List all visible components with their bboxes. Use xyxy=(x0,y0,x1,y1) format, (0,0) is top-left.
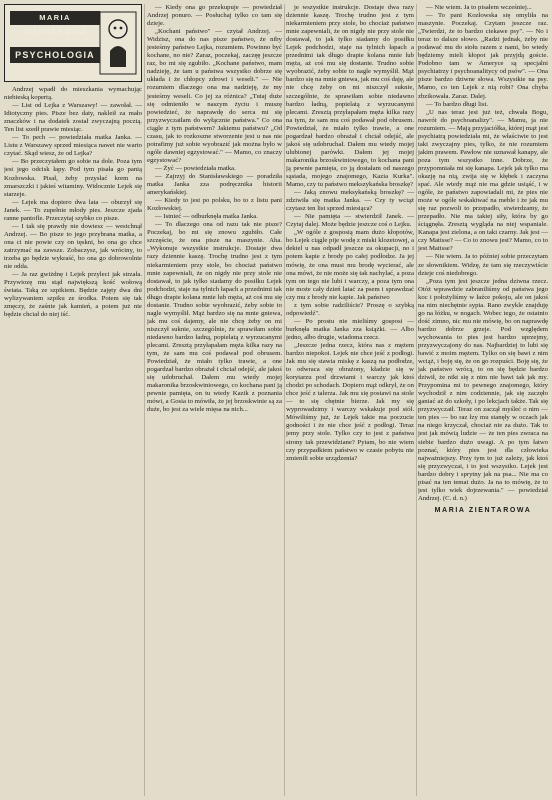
paragraph: — To bardzo długi list. xyxy=(426,100,489,108)
paragraph: „Jeszcze jedna rzecz, która nas z mężem bardzo niepokoi. Lejek nie chce jeść z podłogi. Jak mu się stawia miskę z kaszą na podłodze, to odwraca się obrażony, kładzie się w korytarzu pod drzwiami i warczy jak ktoś chodzi po schodach. Dopiero mąż odkrył, że on chce jeść z talerza. Jak mu się postawi na stole — to się chętnie bierze. Jak my się wyprowadzimy i warczy wskakuje pod stół. Mówiliśmy już, że Lejek takie ma poczucie godności i że nie chce jeść z podłogi. Teraz jemy przy stole. Tylko czy to jest z państwa strony tak przewidziane? Pytam, bo nie wiem czy przypadkiem państwo w czasie pobytu nie zmienili sobie urządzenia? xyxy=(286,341,414,462)
paragraph: „Poza tym jest jeszcze jedna dziwna rzecz. Otóż wprawdzie zabraniliśmy od państwa jego koc i położyliśmy w łaźce pokoju, ale on jakoś na nim niechętnie sypia. Rano zwykle znajduję go na łóżku, w nogach. Wobec tego, że ostatnio dość zimno, nic mu nie mówię, bo on naprawdę bardzo dobrze grzeje. Pod względem wychowania to pies jest bardzo uprzejmy, przyzwyczajony do nas. Najbardziej to lubi się bawić z moim mężem. Tylko on się bawi z nim wciąż, i boję się, że on go rozpuści. Boję się, że jak państwo wrócą, to on się będzie bardzo dziwił, że nikt się z nim nie bawi tak jak my. Przypomina mi to pewnego znajomego, który wychodził z nim codziennie, jak się zaczęło ganiać aż do szkoły, i po lekcjach także. Tak się przyzwyczaił. Teraz on zaczął myśleć o nim — ten pies — bo raz łzy mu stanęły w oczach jak na niego krzyczał, chociaż nie za dużo. Tak to jest jak mówią ludzie — że ten pies zwraca na siebie bardzo dużo uwagi. A po tym łatwo poznać, który pies jest dla człowieka najważniejszy. Przy tym to już zależy, jak ktoś się przyzwyczai, i to jest wszystko. Lejek jest bardzo dobry i sprytny jak na psa... Nie ma co pisać na ten temat dużo. Ja na to mówię, że to jest tylko wiek dojrzewania." — powiedział Andrzej. (C. d. n.) xyxy=(418,277,548,502)
paragraph: — Ja raz gwiżdnę i Lejek przyleci jak strzała. Przywiozę mu stąd największą kość wołową świata. Taką ze szpikiem. Będzie zajęty dwa dni wylizywaniem szpiku ze środka. Potem się tak zmęczy, że zaśnie jak kamień, a potem już nie będzie chciał do niej iść. xyxy=(4,271,142,319)
paragraph: „U nas teraz jest już też, chwała Bogu, nawrót do psychoanalizy". — Mamu, ja nie rozumiem. — Mają przyjaciółka, której mąż jest psychiatrą powiedziała mi, że właściwie to jest taki zwyczajny pies, tylko, że nie rozumiem jakim prawem. Pawłow nie uznawał kanapy, ale poza tym wszystko inne. Dobrze, że przypomniała mi się kanapa. Lejek jak tylko ma okazję na nią, zwija się w kłębek i zaczyna spać. Ale wtedy mąż nie ma gdzie usiąść, i w ogóle, że państwo zapowiadali mi, że pies nie może w ogóle wskakiwać na meble i że jak mu się raz pozwoli to przepadło, stwierdzamy, że przepadło. Nie ma takiej siły, która by go ściągnęła. Zresztą wygląda na niej wspaniale. Kanapa jest zielona, a on taki czarny. Jak jest — czy Matisse? — Co to znowu jest? Mamo, co to jest Matisse? xyxy=(418,108,548,253)
text-column-1 xyxy=(4,86,142,796)
text-column-4 xyxy=(418,4,548,796)
paragraph: — Kiedy ona go przekupuje — powiedział Andrzej ponuro. — Posłuchaj tylko co tam się dzieje. xyxy=(147,4,282,28)
paragraph: — To pech — powiedziała matka Janka. — Listu z Warszawy sprzed miesiąca nawet nie warto czytać. Skąd wiesz, że od Lejka? xyxy=(4,134,142,158)
column-header xyxy=(4,4,142,82)
paragraph: Andrzej wpadł do mieszkania wymachując niebieską kopertą. xyxy=(4,86,142,102)
paragraph: — I tak się prawdy nie dowiesz — westchnął Andrzej. — Bo pisze to jego przybrana matka, a ona ci nie powie czy on tęskni, bo ona go chce zatrzymać na zawsze. Zobaczysz, jak wróciny, to trzeba go będzie wykraść, bo ona go dobrowolnie nie odda. xyxy=(4,222,142,271)
paragraph: — Istnieć — odburknęła matka Janka. xyxy=(155,213,258,221)
paragraph: — Po prostu nie mieliśmy gosposi — burknęła matka Janka zza książki. — Albo jedno, albo drugie, wiadoma rzecz. xyxy=(286,317,414,341)
author-signature: MARIA ZIENTAROWA xyxy=(434,506,532,514)
text-column-3 xyxy=(286,4,414,796)
paragraph: „Kochani państwo" — czytał Andrzej. — Widzisz, ona do nas pisze państwo, że niby jesteśmy państwo Lejka, rozumiem. Powinno być kochane, no nie? Zaraz, poczekaj, zaczęę jeszcze raz, bo mi się zgubiło. „Kochane państwo, mam nadzieję, że tam u państwa wszystko dobrze się układa i że chłopcy zdrowi i weseli." — Nie rozumiem dlaczego ona ma nadzieję, że my jesteśmy weseli. Co jej za różnica? „Tutaj duże się odmieniło w naszym życiu i muszę powiedzieć, że naprawdę do serca mi się przyzwyczaiłam do wyłącznie państwa." Co ona ciągle z tym państwem? Jakiemu państwu? „Od czasu, jak to rozkoszne stworzenie jest u nas nie potrafimy już sobie wyobrazić jak można było w ogóle dawniej egzystować." — Mamo, co znaczy egzystować? xyxy=(147,28,282,164)
paragraph: z tym sobie radziliście? Proszę o szybką odpowiedź". xyxy=(286,301,414,317)
rubric-title: PSYCHOLOGIA xyxy=(10,47,100,63)
paragraph: — Zajrzyj do Stanisławskiego — poradziła matka Janka zza podręcznika historii amerykańskiej. xyxy=(147,172,282,197)
column-divider xyxy=(284,4,285,796)
paragraph: — Jaką znowu meksykańską broszkę? — zdziwiła się matka Janka. — Czy ty wciąż czytasz ten list sprzed miesiąca? xyxy=(286,189,414,213)
paragraph: „W ogóle z gosposią mam dużo kłopotów, bo Lejek ciągle pije wodę z miski klozetowej, a dekiel u nas odpadł jeszcze za okupacji, no i potem kapie z brody po całej podłodze. Ja jej mówię, że ona musi mu brodę wycierać, ale ona mówi, że nie może się tak nachylać, a poza tym on tego nie lubi i warczy, a poza tym ona nie może cały dzień latać za psem i sprawdzać czy mu z brody nie kapie. Jak państwo xyxy=(286,229,414,301)
paragraph: — Kiedy to jest po polsku, bo to z listu pani Kozłowskiej. xyxy=(147,197,282,213)
rubric-emblem-icon xyxy=(99,11,137,75)
paragraph: — List od Lejka z Warszawy! — zawołał. — Idiotyczny pies. Pisze bez daty, nakleił za mało znaczków i na dodatek został zwyczajną pocztą. Ten list szedł prawie miesiąc. xyxy=(4,102,142,134)
paragraph: — Nie wiem. Ja to pisałem wcześniej... xyxy=(426,4,532,11)
text-column-2 xyxy=(147,4,282,796)
paragraph: — To dlaczego ona od razu tak nie pisze? Poczekaj, bo mi się znowu zgubiło. Całe szczęście, że ona pisze na maszynie. Aha. „Wykonuje wszystkie instrukcje. Dostaje dwa razy dziennie kaszę. Trochę trudno jest z tym niekarmieniem przy stole, bo chociaż państwo mnie zapewniali, że on nigdy nie przy stole nie dostawał, to jak tylko siadamy do posiłku Lejek podchodzi, staje na tylnich łapach a przednimi tak długo drapie kolana mnie lub męża, aż coś mu się dostanie. Trudno sobie wyobrazić, żeby sobie to nagle wymyślił. Mąż bardzo się na mnie gniewa, jak mu coś dajemy, ale nie chcę żeby on mi niszczył suknie, szczególnie, że sprawiłam sobie niedawno bardzo ładną, popielatą z wyrzucanymi plecami. Zresztą przyłapałam męża kilka razy na tym, że sam mu coś podawał pod obrusem. Powiedział, że miało tylko trawie, a one pogardzał bardzo obrażał i chciał odejść, ale jakoś się udobruchał. Dałem mu wtedy mojej makaronika brzoskwiniowego, co kochana pani ją pewnie pamięta, on tu wtedy Kazik z poznania mówi, a Gosia to mówiła, że jej brzoskwinie są za duże, bo jest za wiele mięsa na nich... xyxy=(147,221,282,414)
column-divider xyxy=(144,4,145,796)
paragraph: — Lejek ma dopiero dwa lata — oburzył się Janek. — To zupełnie młody pies. Jeszcze zjada ranne pantofle. Przeczytaj szybko co pisze. xyxy=(4,198,142,222)
author-label: MARIA ZIENTAROWA xyxy=(10,11,100,25)
paragraph: — Nie wiem. Ja to później sobie przeczytam ze słownikiem. Widzę, że tam się rzeczywiście dzieje coś niedobrego. xyxy=(418,253,548,277)
paragraph: — Nie pamięta — stwierdził Janek. — Czytaj dalej. Może będzie jeszcze coś o Lejku. xyxy=(286,213,414,229)
column-divider xyxy=(416,4,417,796)
paragraph: je wszystkie instrukcje. Dostaje dwa razy dziennie kaszę. Trochę trudno jest z tym niekarmieniem przy stole, bo chociaż państwo mnie zapewniali, że on nigdy nie przy stole nie dostawał, to jak tylko siadamy do posiłku Lejek podchodzi, staje na tylnich łapach a przednimi tak długo drapie kolana mnie lub męża, aż coś mu się dostanie. Trudno sobie wyobrazić, żeby sobie to nagle wymyślił. Mąż bardzo się na mnie gniewa, jak mu coś daję, ale nie chcę żeby on mi niszczył suknie, szczególnie, że sprawiłam sobie niedawno bardzo ładną, popielatą z wyrzucanymi plecami. Zresztą przyłapałam męża kilka razy na tym, że sam mu coś podawał pod obrusem. Powiedział, że miało tylko trawie, a one pogardzał bardzo obrażał i chciał odejść, ale jakoś się udobruchał. Dałem mu wtedy mojej ulubionej parówki. Dałem jej mojej makaronika brzoskwiniowego, to kochana pani ją pewnie pamięta, co ją dostałam od naszego sąsiada, mojego znajomego, Kazia Kurka". Mamo, czy tu państwo mekszykańska broszkę? xyxy=(286,4,414,189)
paragraph: — Żyć — powiedziała matka. xyxy=(155,164,236,172)
paragraph: — Bo przeczytałem go sobie na dole. Poza tym jest jego odcisk łapy. Pod tym pisała go panią Kozłowska. Pisał, żeby przysłać krem na zmarszczki i jakieś witaminy. Widocznie Lejek się starzeje. xyxy=(4,158,142,198)
paragraph: — To pani Kozłowska się omyliła na maszynie. Poczekaj. Czytam jeszcze raz. „Twierdzi, że to bardzo ciekawe psy". — No i teraz to dalsze słowo. „Radzi jednak, żeby nie podawać mu do stołu razem z nami, bo wtedy będziemy mieli kłopot jak przyjdą goście. Podobno tam w Ameryce są specjalni psychiatrzy i psychoanalitycy od psów". — Ona pisze bardzo dziwne słowa. Wszystkie na psy. Mamo, co ten Lejek z nią robi? Ona chyba zbzikowała. Zaraz. Dalej. xyxy=(418,12,548,100)
